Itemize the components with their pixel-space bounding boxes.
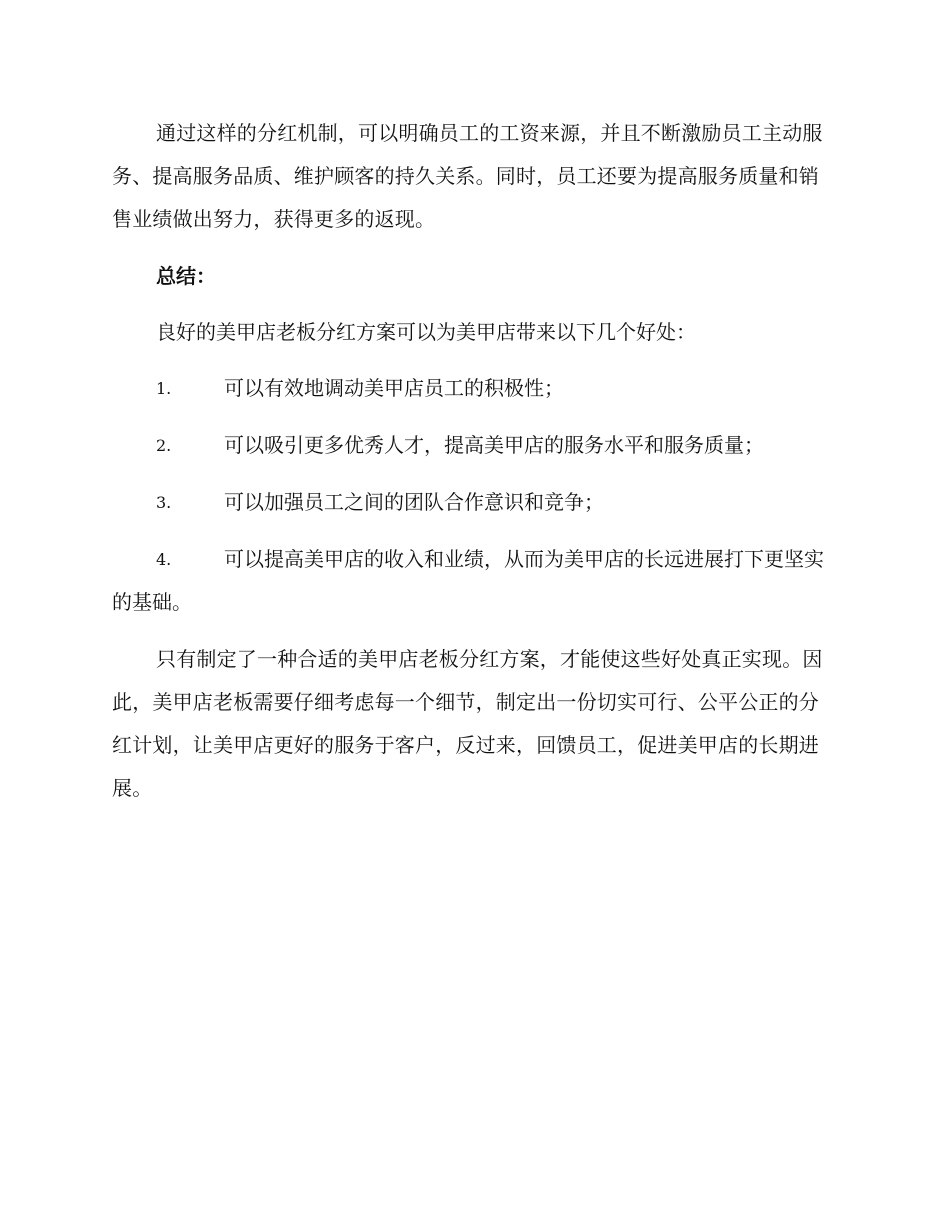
list-item xyxy=(112,424,834,467)
closing-paragraph: 只有制定了一种合适的美甲店老板分红方案，才能使这些好处真正实现。因此，美甲店老板需要仔细考虑每一个细节，制定出一份切实可行、公平公正的分红计划，让美甲店更好的服务于客户，反过来，回馈员工，促进美甲店的长期进展。 xyxy=(112,647,823,800)
list-item-number: 1. xyxy=(156,379,172,398)
list-item-text: 可以提高美甲店的收入和业绩，从而为美甲店的长远进展打下更坚实的基础。 xyxy=(112,547,824,614)
summary-heading: 总结： xyxy=(156,264,216,288)
document-page xyxy=(112,112,834,822)
list-item-number: 4. xyxy=(156,550,172,569)
list-item-text: 可以有效地调动美甲店员工的积极性； xyxy=(224,376,564,400)
benefits-list xyxy=(112,367,834,624)
list-item-text: 可以加强员工之间的团队合作意识和竞争； xyxy=(224,490,604,514)
list-item-number: 2. xyxy=(156,436,172,455)
list-item-number: 3. xyxy=(156,493,172,512)
list-item xyxy=(112,538,834,624)
intro-paragraph: 通过这样的分红机制，可以明确员工的工资来源，并且不断激励员工主动服务、提高服务品质、维护顾客的持久关系。同时，员工还要为提高服务质量和销售业绩做出努力，获得更多的返现。 xyxy=(112,121,823,231)
list-item xyxy=(112,367,834,410)
list-item xyxy=(112,481,834,524)
summary-lead: 良好的美甲店老板分红方案可以为美甲店带来以下几个好处： xyxy=(156,320,696,344)
list-item-text: 可以吸引更多优秀人才，提高美甲店的服务水平和服务质量； xyxy=(224,433,764,457)
